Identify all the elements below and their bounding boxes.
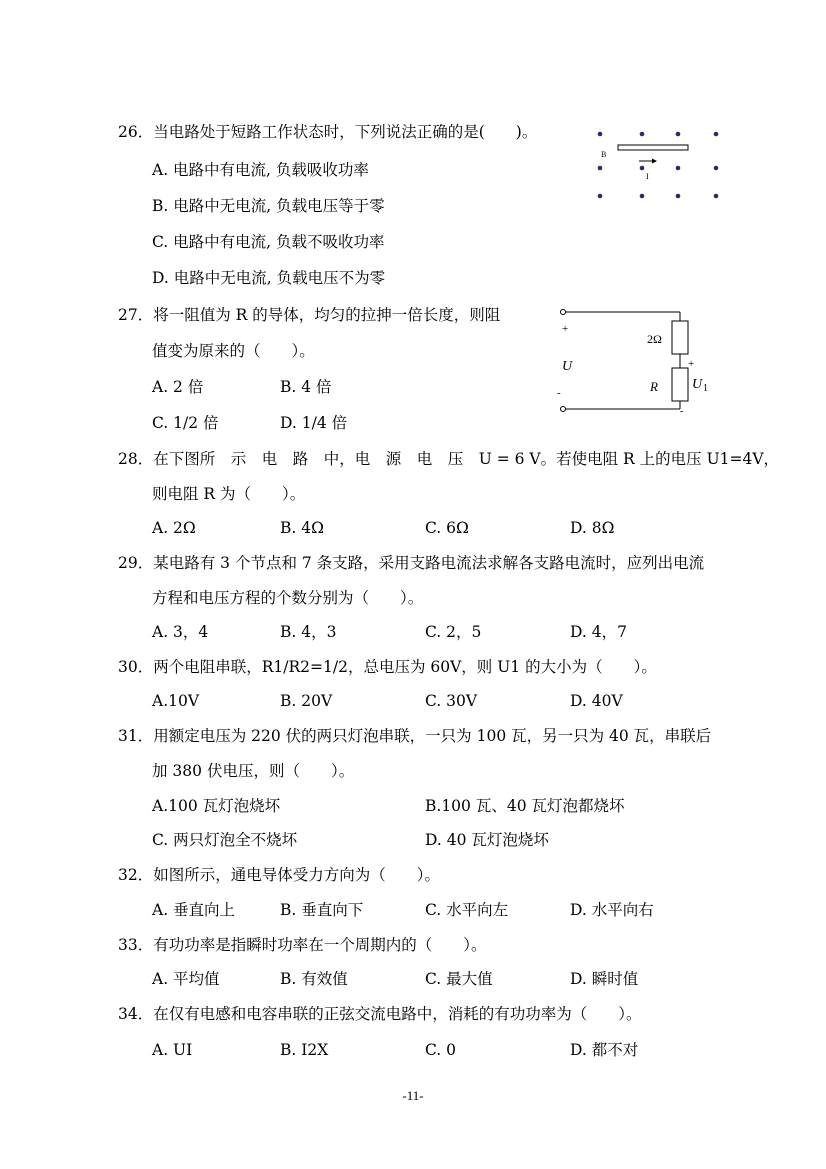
question-28-stem-line2: 则电阻 R 为（ ）。 bbox=[152, 485, 306, 503]
resistor-r-minus-sign: - bbox=[680, 406, 684, 417]
question-29-option-c: C. 2，5 bbox=[425, 623, 482, 641]
question-32-option-a: A. 垂直向上 bbox=[152, 901, 236, 919]
question-34-stem: 34．在仅有电感和电容串联的正弦交流电路中，消耗的有功功率为（ ）。 bbox=[118, 1005, 642, 1023]
question-26-option-a: A. 电路中有电流, 负载吸收功率 bbox=[152, 161, 369, 179]
current-arrow-head bbox=[652, 159, 657, 164]
question-28-option-b: B. 4Ω bbox=[280, 519, 324, 537]
question-34-option-b: B. I2X bbox=[280, 1041, 329, 1059]
question-30-option-c: C. 30V bbox=[425, 692, 478, 710]
question-33-option-d: D. 瞬时值 bbox=[570, 970, 639, 988]
source-u-label: U bbox=[562, 359, 573, 374]
series-circuit-figure bbox=[552, 302, 712, 420]
question-29-option-b: B. 4，3 bbox=[280, 623, 337, 641]
question-29-option-a: A. 3，4 bbox=[152, 623, 209, 641]
question-34-option-c: C. 0 bbox=[425, 1041, 457, 1059]
question-32-option-b: B. 垂直向下 bbox=[280, 901, 364, 919]
question-28-option-c: C. 6Ω bbox=[425, 519, 469, 537]
u1-subscript: 1 bbox=[703, 383, 708, 394]
question-26-option-d: D. 电路中无电流, 负载电压不为零 bbox=[152, 269, 386, 287]
question-29-stem-line1: 29．某电路有 3 个节点和 7 条支路，采用支路电流法求解各支路电流时，应列出电流 bbox=[118, 554, 705, 572]
field-b-label: B bbox=[601, 150, 607, 159]
source-minus-sign: - bbox=[557, 387, 561, 399]
question-31-stem-line1: 31．用额定电压为 220 伏的两只灯泡串联，一只为 100 瓦，另一只为 40 瓦，串联后 bbox=[118, 727, 712, 745]
question-26-option-c: C. 电路中有电流, 负载不吸收功率 bbox=[152, 233, 385, 251]
source-plus-sign: + bbox=[562, 323, 569, 335]
u1-label: U bbox=[692, 377, 703, 392]
question-33-option-a: A. 平均值 bbox=[152, 970, 220, 988]
question-27-option-d: D. 1/4 倍 bbox=[280, 414, 348, 432]
question-31-option-c: C. 两只灯泡全不烧坏 bbox=[152, 831, 298, 849]
question-27-stem-line1: 27．将一阻值为 R 的导体，均匀的拉抻一倍长度，则阻 bbox=[118, 306, 501, 324]
top-terminal bbox=[561, 310, 566, 315]
question-28-stem-line1: 28．在下图所 示 电 路 中，电 源 电 压 U = 6 V。若使电阻 R 上的电压 U1=4V， bbox=[118, 450, 780, 468]
question-31-option-b: B.100 瓦、40 瓦灯泡都烧坏 bbox=[425, 797, 625, 815]
magnetic-field-figure bbox=[590, 125, 730, 210]
conductor-bar bbox=[618, 145, 688, 150]
resistor-2ohm-label: 2Ω bbox=[647, 332, 662, 346]
question-26-option-b: B. 电路中无电流, 负载电压等于零 bbox=[152, 197, 385, 215]
question-33-stem: 33．有功功率是指瞬时功率在一个周期内的（ ）。 bbox=[118, 936, 487, 954]
question-32-option-c: C. 水平向左 bbox=[425, 901, 509, 919]
question-33-option-c: C. 最大值 bbox=[425, 970, 493, 988]
question-26-stem: 26．当电路处于短路工作状态时，下列说法正确的是( )。 bbox=[118, 123, 538, 141]
bottom-terminal bbox=[561, 407, 566, 412]
question-30-option-b: B. 20V bbox=[280, 692, 333, 710]
question-30-option-a: A.10V bbox=[152, 692, 200, 710]
question-31-option-d: D. 40 瓦灯泡烧坏 bbox=[425, 831, 549, 849]
resistor-r bbox=[672, 368, 688, 401]
question-29-option-d: D. 4，7 bbox=[570, 623, 627, 641]
question-34-option-a: A. UI bbox=[152, 1041, 193, 1059]
current-i-label: I bbox=[646, 172, 649, 181]
question-28-option-d: D. 8Ω bbox=[570, 519, 615, 537]
question-33-option-b: B. 有效值 bbox=[280, 970, 348, 988]
page-number: -11- bbox=[402, 1088, 424, 1103]
question-30-option-d: D. 40V bbox=[570, 692, 623, 710]
question-27-stem-line2: 值变为原来的（ ）。 bbox=[152, 342, 315, 360]
question-27-option-b: B. 4 倍 bbox=[280, 378, 332, 396]
question-32-option-d: D. 水平向右 bbox=[570, 901, 654, 919]
question-32-stem: 32．如图所示，通电导体受力方向为（ ）。 bbox=[118, 866, 440, 884]
resistor-r-plus-sign: + bbox=[688, 358, 695, 370]
resistor-2ohm bbox=[672, 321, 688, 354]
question-30-stem: 30．两个电阻串联，R1/R2=1/2，总电压为 60V，则 U1 的大小为（ ）。 bbox=[118, 658, 657, 676]
question-29-stem-line2: 方程和电压方程的个数分别为（ ）。 bbox=[152, 589, 424, 607]
question-31-stem-line2: 加 380 伏电压，则（ ）。 bbox=[152, 762, 355, 780]
resistor-r-label: R bbox=[650, 379, 658, 394]
question-27-option-a: A. 2 倍 bbox=[152, 378, 204, 396]
question-27-option-c: C. 1/2 倍 bbox=[152, 414, 219, 432]
question-34-option-d: D. 都不对 bbox=[570, 1041, 639, 1059]
question-31-option-a: A.100 瓦灯泡烧坏 bbox=[152, 797, 281, 815]
question-28-option-a: A. 2Ω bbox=[152, 519, 196, 537]
